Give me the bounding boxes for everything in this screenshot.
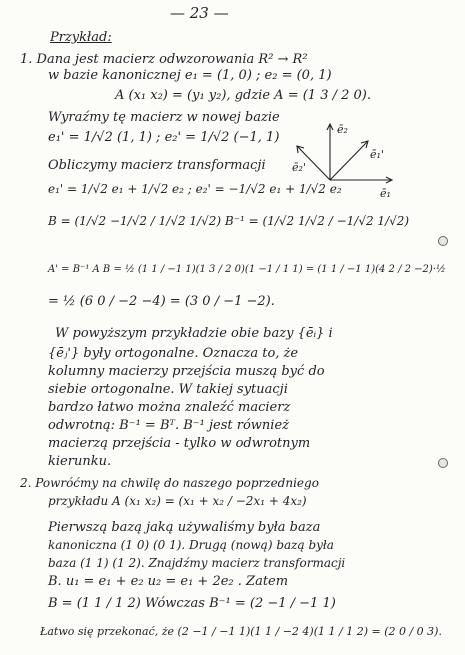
text-line: siebie ortogonalne. W takiej sytuacji — [48, 382, 288, 397]
text-line: A (x₁ x₂) = (y₁ y₂), gdzie A = (1 3 / 2 0). — [115, 88, 371, 103]
binder-hole — [438, 236, 448, 246]
axis-y-label: ē₂ — [337, 123, 348, 136]
text-line: baza (1 1) (1 2). Znajdźmy macierz transformacji — [48, 556, 346, 570]
text-line: Pierwszą bazą jaką używaliśmy była baza — [48, 520, 321, 535]
text-line: {ēⱼ'} były ortogonalne. Oznacza to, że — [48, 346, 299, 361]
text-line: przykładu A (x₁ x₂) = (x₁ + x₂ / −2x₁ + 4x₂) — [48, 494, 307, 508]
text-line: B. u₁ = e₁ + e₂ u₂ = e₁ + 2e₂ . Zatem — [48, 574, 289, 589]
text-line: Wyraźmy tę macierz w nowej bazie — [48, 110, 280, 125]
text-line: A' = B⁻¹ A B = ½ (1 1 / −1 1)(1 3 / 2 0)(1 −1 / 1 1) = (1 1 / −1 1)(4 2 / 2 −2)·½ — [48, 264, 446, 275]
vector-e2prime-label: ē₂' — [292, 161, 306, 174]
axis-x-label: ē₁ — [380, 187, 391, 200]
vector-e1prime-label: ē₁' — [370, 148, 384, 161]
text-line: kolumny macierzy przejścia muszą być do — [48, 364, 325, 379]
text-line: = ½ (6 0 / −2 −4) = (3 0 / −1 −2). — [48, 294, 275, 309]
text-line: e₁' = 1/√2 (1, 1) ; e₂' = 1/√2 (−1, 1) — [48, 130, 280, 145]
text-line: bardzo łatwo można znaleźć macierz — [48, 400, 291, 415]
text-line: B = (1/√2 −1/√2 / 1/√2 1/√2) B⁻¹ = (1/√2 1/√2 / −1/√2 1/√2) — [48, 214, 410, 228]
text-line: 2. Powróćmy na chwilę do naszego poprzedniego — [20, 476, 319, 490]
text-line: 1. Dana jest macierz odwzorowania R² → R² — [20, 52, 308, 67]
text-line: odwrotną: B⁻¹ = Bᵀ. B⁻¹ jest również — [48, 418, 289, 433]
text-line: Łatwo się przekonać, że (2 −1 / −1 1)(1 1 / −2 4)(1 1 / 1 2) = (2 0 / 0 3). — [40, 625, 442, 638]
text-line: kanoniczna (1 0) (0 1). Drugą (nową) bazą była — [48, 538, 334, 552]
example-heading: Przykład: — [50, 30, 112, 45]
text-line: B = (1 1 / 1 2) Wówczas B⁻¹ = (2 −1 / −1 1) — [48, 596, 336, 611]
text-line: Obliczymy macierz transformacji — [48, 158, 266, 173]
binder-hole — [438, 458, 448, 468]
text-line: e₁' = 1/√2 e₁ + 1/√2 e₂ ; e₂' = −1/√2 e₁ + 1/√2 e₂ — [48, 182, 342, 196]
page-number: — 23 — — [170, 4, 229, 22]
text-line: w bazie kanonicznej e₁ = (1, 0) ; e₂ = (0, 1) — [48, 68, 332, 83]
text-line: macierzą przejścia - tylko w odwrotnym — [48, 436, 311, 451]
text-line: kierunku. — [48, 454, 112, 469]
text-line: W powyższym przykładzie obie bazy {ēᵢ} i — [55, 326, 333, 341]
vector-e1prime-arrow — [330, 141, 368, 180]
